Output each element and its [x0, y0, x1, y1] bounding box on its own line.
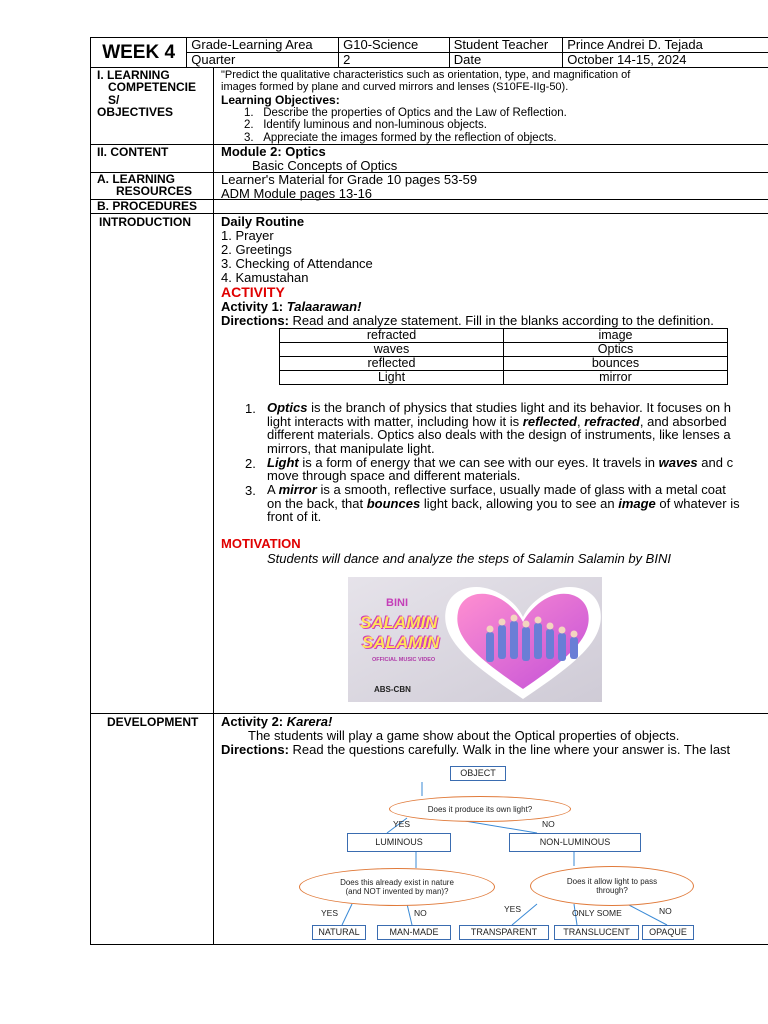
statement-1: different materials. Optics also deals with the design of instruments, like lenses a — [267, 427, 731, 442]
motivation-text: Students will dance and analyze the steps of Salamin Salamin by BINI — [267, 551, 671, 566]
procedures-label: B. PROCEDURES — [97, 199, 198, 213]
flow-opaque-node: OPAQUE — [642, 925, 694, 940]
module-title: Module 2: Optics — [221, 144, 326, 159]
row-divider — [90, 213, 768, 214]
objectives-label: I. LEARNING — [97, 68, 170, 82]
official-mv-text: OFFICIAL MUSIC VIDEO — [372, 657, 436, 663]
activity-2-title: Activity 2: Karera! — [221, 714, 333, 729]
motivation-heading: MOTIVATION — [221, 536, 301, 551]
activity-title: Activity 1: Talaarawan! — [221, 299, 362, 314]
statement-number: 2. — [245, 456, 256, 471]
date-label: Date — [449, 53, 562, 68]
development-label: DEVELOPMENT — [107, 715, 199, 729]
word-bank-cell: bounces — [504, 357, 728, 371]
statement-number: 1. — [245, 401, 256, 416]
flow-luminous-node: LUMINOUS — [347, 833, 451, 852]
statement-3: A mirror is a smooth, reflective surface, usually made of glass with a metal coat — [267, 482, 726, 497]
statement-1: Optics is the branch of physics that studies light and its behavior. It focuses on h — [267, 400, 731, 415]
competency-text: images formed by plane and curved mirrors and lenses (S10FE-IIg-50). — [221, 81, 569, 93]
resources-label: A. LEARNING — [97, 172, 175, 186]
resource-line: ADM Module pages 13-16 — [221, 186, 373, 201]
optical-properties-flowchart — [287, 758, 713, 944]
word-bank-cell: Optics — [504, 343, 728, 357]
resources-label: RESOURCES — [116, 184, 193, 198]
flow-question-light-pass: Does it allow light to pass through? — [530, 866, 694, 906]
flow-yes-label: YES — [393, 819, 411, 829]
statement-2: move through space and different materials. — [267, 468, 521, 483]
teacher-label: Student Teacher — [449, 38, 562, 53]
statement-3: front of it. — [267, 509, 322, 524]
competency-text: "Predict the qualitative characteristics such as orientation, type, and magnification of — [221, 69, 631, 81]
flow-non-luminous-node: NON-LUMINOUS — [509, 833, 641, 852]
activity-2-description: The students will play a game show about the Optical properties of objects. — [248, 728, 680, 743]
flow-yes-label: YES — [504, 904, 522, 914]
word-bank-cell: waves — [280, 343, 504, 357]
routine-item: 3. Checking of Attendance — [221, 256, 373, 271]
flow-no-label: NO — [659, 906, 672, 916]
routine-item: 1. Prayer — [221, 228, 274, 243]
flow-translucent-node: TRANSLUCENT — [554, 925, 639, 940]
activity-directions: Directions: Read and analyze statement. Fill in the blanks according to the definition. — [221, 313, 714, 328]
objectives-label: COMPETENCIE — [108, 80, 197, 94]
flow-no-label: NO — [414, 908, 427, 918]
objective-item: 2. Identify luminous and non-luminous objects. — [244, 119, 487, 131]
flow-no-label: NO — [542, 819, 555, 829]
objective-item: 1. Describe the properties of Optics and the Law of Reflection. — [244, 107, 567, 119]
grade-value: G10-Science — [339, 38, 450, 53]
date-value: October 14-15, 2024 — [563, 53, 768, 68]
activity-2-directions: Directions: Read the questions carefully. Walk in the line where your answer is. The last — [221, 742, 731, 757]
flow-question-own-light: Does it produce its own light? — [389, 796, 571, 822]
flow-object-node: OBJECT — [450, 766, 506, 781]
word-bank-cell: reflected — [280, 357, 504, 371]
flow-transparent-node: TRANSPARENT — [459, 925, 549, 940]
week-label: WEEK 4 — [91, 38, 187, 68]
teacher-value: Prince Andrei D. Tejada — [563, 38, 768, 53]
statement-number: 3. — [245, 483, 256, 498]
objective-item: 3. Appreciate the images formed by the reflection of objects. — [244, 132, 557, 144]
row-divider — [90, 144, 768, 145]
module-topic: Basic Concepts of Optics — [252, 158, 398, 173]
network-logo: ABS-CBN — [374, 685, 411, 694]
word-bank-table — [279, 328, 728, 385]
row-divider — [90, 713, 768, 714]
word-bank-cell: mirror — [504, 371, 728, 385]
header-table — [90, 37, 768, 67]
flow-man-made-node: MAN-MADE — [377, 925, 451, 940]
statement-2: Light is a form of energy that we can see with our eyes. It travels in waves and c — [267, 455, 734, 470]
flow-yes-label: YES — [321, 908, 339, 918]
salamin-title: SALAMIN — [362, 633, 440, 652]
quarter-label: Quarter — [187, 53, 339, 68]
flow-question-nature: Does this already exist in nature (and NOT invented by man)? — [299, 868, 495, 906]
content-label: II. CONTENT — [97, 145, 169, 159]
routine-item: 2. Greetings — [221, 242, 292, 257]
introduction-label: INTRODUCTION — [99, 215, 191, 229]
quarter-value: 2 — [339, 53, 450, 68]
bini-logo: BINI — [386, 597, 408, 609]
statement-1: mirrors, that manipulate light. — [267, 441, 435, 456]
salamin-title: SALAMIN — [360, 613, 438, 632]
grade-label: Grade-Learning Area — [187, 38, 339, 53]
resource-line: Learner's Material for Grade 10 pages 53-59 — [221, 172, 478, 187]
word-bank-cell: image — [504, 329, 728, 343]
word-bank-cell: Light — [280, 371, 504, 385]
activity-heading: ACTIVITY — [221, 284, 285, 300]
objectives-label: OBJECTIVES — [97, 105, 174, 119]
word-bank-cell: refracted — [280, 329, 504, 343]
statement-1: light interacts with matter, including how it is reflected, refracted, and absorbed — [267, 414, 727, 429]
routine-item: 4. Kamustahan — [221, 270, 309, 285]
objectives-label: S/ — [108, 93, 120, 107]
salamin-music-video-image — [348, 577, 602, 702]
statement-3: on the back, that bounces light back, allowing you to see an image of whatever is — [267, 496, 740, 511]
flow-natural-node: NATURAL — [312, 925, 366, 940]
routine-title: Daily Routine — [221, 214, 305, 229]
flow-only-some-label: ONLY SOME — [572, 908, 622, 918]
objectives-heading: Learning Objectives: — [221, 93, 340, 107]
